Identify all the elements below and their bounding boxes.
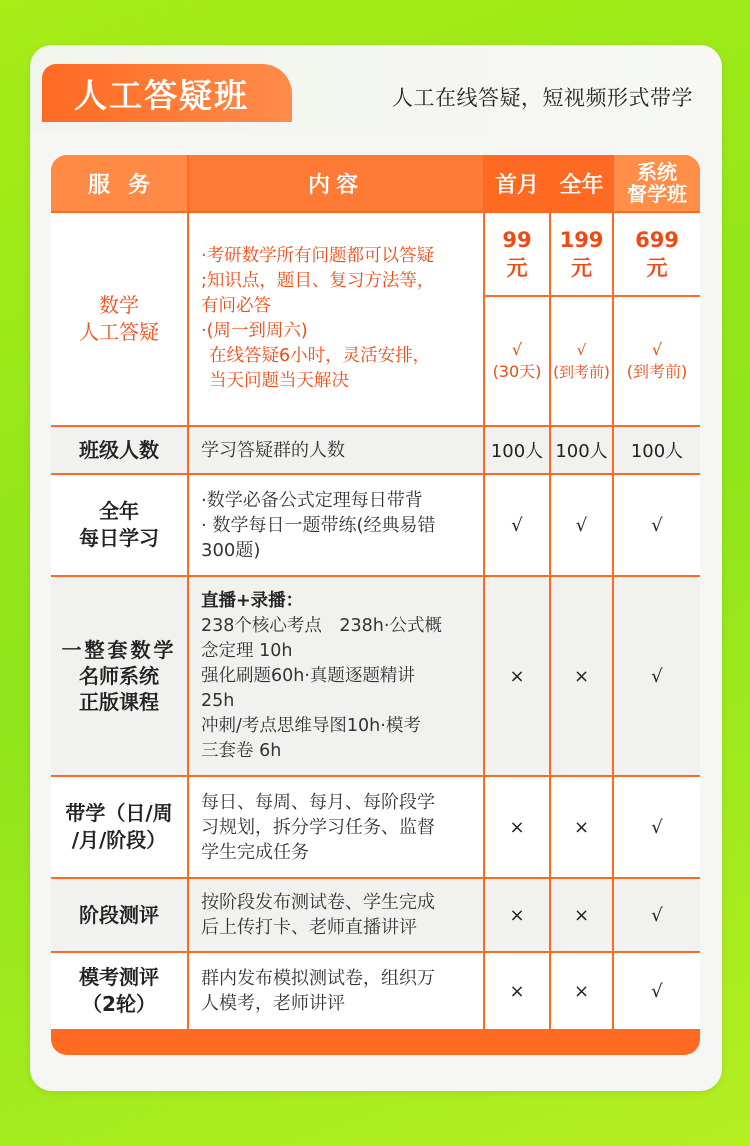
value-system-class: √ bbox=[614, 879, 700, 951]
row-service: 阶段测评 bbox=[51, 879, 187, 951]
value-full-year: × bbox=[551, 953, 612, 1029]
header-service: 服务 bbox=[51, 155, 187, 211]
row-service: 全年 每日学习 bbox=[51, 475, 187, 575]
duration-full-year: √ (到考前) bbox=[551, 297, 612, 425]
row-content: 每日、每周、每月、每阶段学 习规划，拆分学习任务、监督 学生完成任务 bbox=[189, 777, 483, 877]
value-first-month: × bbox=[485, 777, 549, 877]
value-system-class: √ bbox=[614, 953, 700, 1029]
header-full-year: 全年 bbox=[551, 155, 612, 211]
page-tagline: 人工在线答疑，短视频形式带学 bbox=[392, 86, 693, 110]
header-system-class: 系统 督学班 bbox=[614, 155, 700, 211]
value-full-year: √ bbox=[551, 475, 612, 575]
comparison-table bbox=[51, 155, 700, 1055]
value-system-class: √ bbox=[614, 777, 700, 877]
value-full-year: × bbox=[551, 879, 612, 951]
value-system-class: √ bbox=[614, 577, 700, 775]
duration-first-month: √ (30天) bbox=[485, 297, 549, 425]
value-first-month: √ bbox=[485, 475, 549, 575]
value-first-month: × bbox=[485, 953, 549, 1029]
header-first-month: 首月 bbox=[485, 155, 549, 211]
page-title: 人工答疑班 bbox=[42, 64, 292, 122]
value-system-class: √ bbox=[614, 475, 700, 575]
price-full-year: 199 元 bbox=[551, 213, 612, 295]
row-service: 班级人数 bbox=[51, 427, 187, 473]
row-mock-exam bbox=[51, 953, 700, 1029]
row-service: 模考测评 （2轮） bbox=[51, 953, 187, 1029]
value-first-month: × bbox=[485, 879, 549, 951]
row-service: 带学（日/周 /月/阶段） bbox=[51, 777, 187, 877]
duration-system-class: √ (到考前) bbox=[614, 297, 700, 425]
row-guided-study bbox=[51, 777, 700, 877]
row-math-qa bbox=[51, 213, 700, 425]
row-service: 一整套数学 名师系统 正版课程 bbox=[51, 577, 187, 775]
row-daily-study bbox=[51, 475, 700, 575]
row-content: 按阶段发布测试卷、学生完成 后上传打卡、老师直播讲评 bbox=[189, 879, 483, 951]
price-first-month: 99 元 bbox=[485, 213, 549, 295]
row-content: 学习答疑群的人数 bbox=[189, 427, 483, 473]
value-full-year: × bbox=[551, 577, 612, 775]
price-system-class: 699 元 bbox=[614, 213, 700, 295]
value-full-year: × bbox=[551, 777, 612, 877]
value-system-class: 100人 bbox=[614, 427, 700, 473]
row-course bbox=[51, 577, 700, 775]
value-first-month: 100人 bbox=[485, 427, 549, 473]
row-content: ·数学必备公式定理每日带背 · 数学每日一题带练(经典易错 300题) bbox=[189, 475, 483, 575]
row-service: 数学 人工答疑 bbox=[51, 213, 187, 425]
row-content: 群内发布模拟测试卷，组织万 人模考，老师讲评 bbox=[189, 953, 483, 1029]
value-first-month: × bbox=[485, 577, 549, 775]
row-stage-test bbox=[51, 879, 700, 951]
row-class-size bbox=[51, 427, 700, 473]
row-content: 直播+录播： 238个核心考点 238h·公式概 念定理 10h 强化刷题60h·真题逐题精讲 25h 冲刺/考点思维导图10h·模考 三套卷 6h bbox=[189, 577, 483, 775]
value-full-year: 100人 bbox=[551, 427, 612, 473]
header-content: 内容 bbox=[189, 155, 483, 211]
row-content: ·考研数学所有问题都可以答疑 ;知识点，题目、复习方法等， 有问必答 ·(周一到周六) 在线答疑6小时，灵活安排， 当天问题当天解决 bbox=[189, 213, 483, 425]
